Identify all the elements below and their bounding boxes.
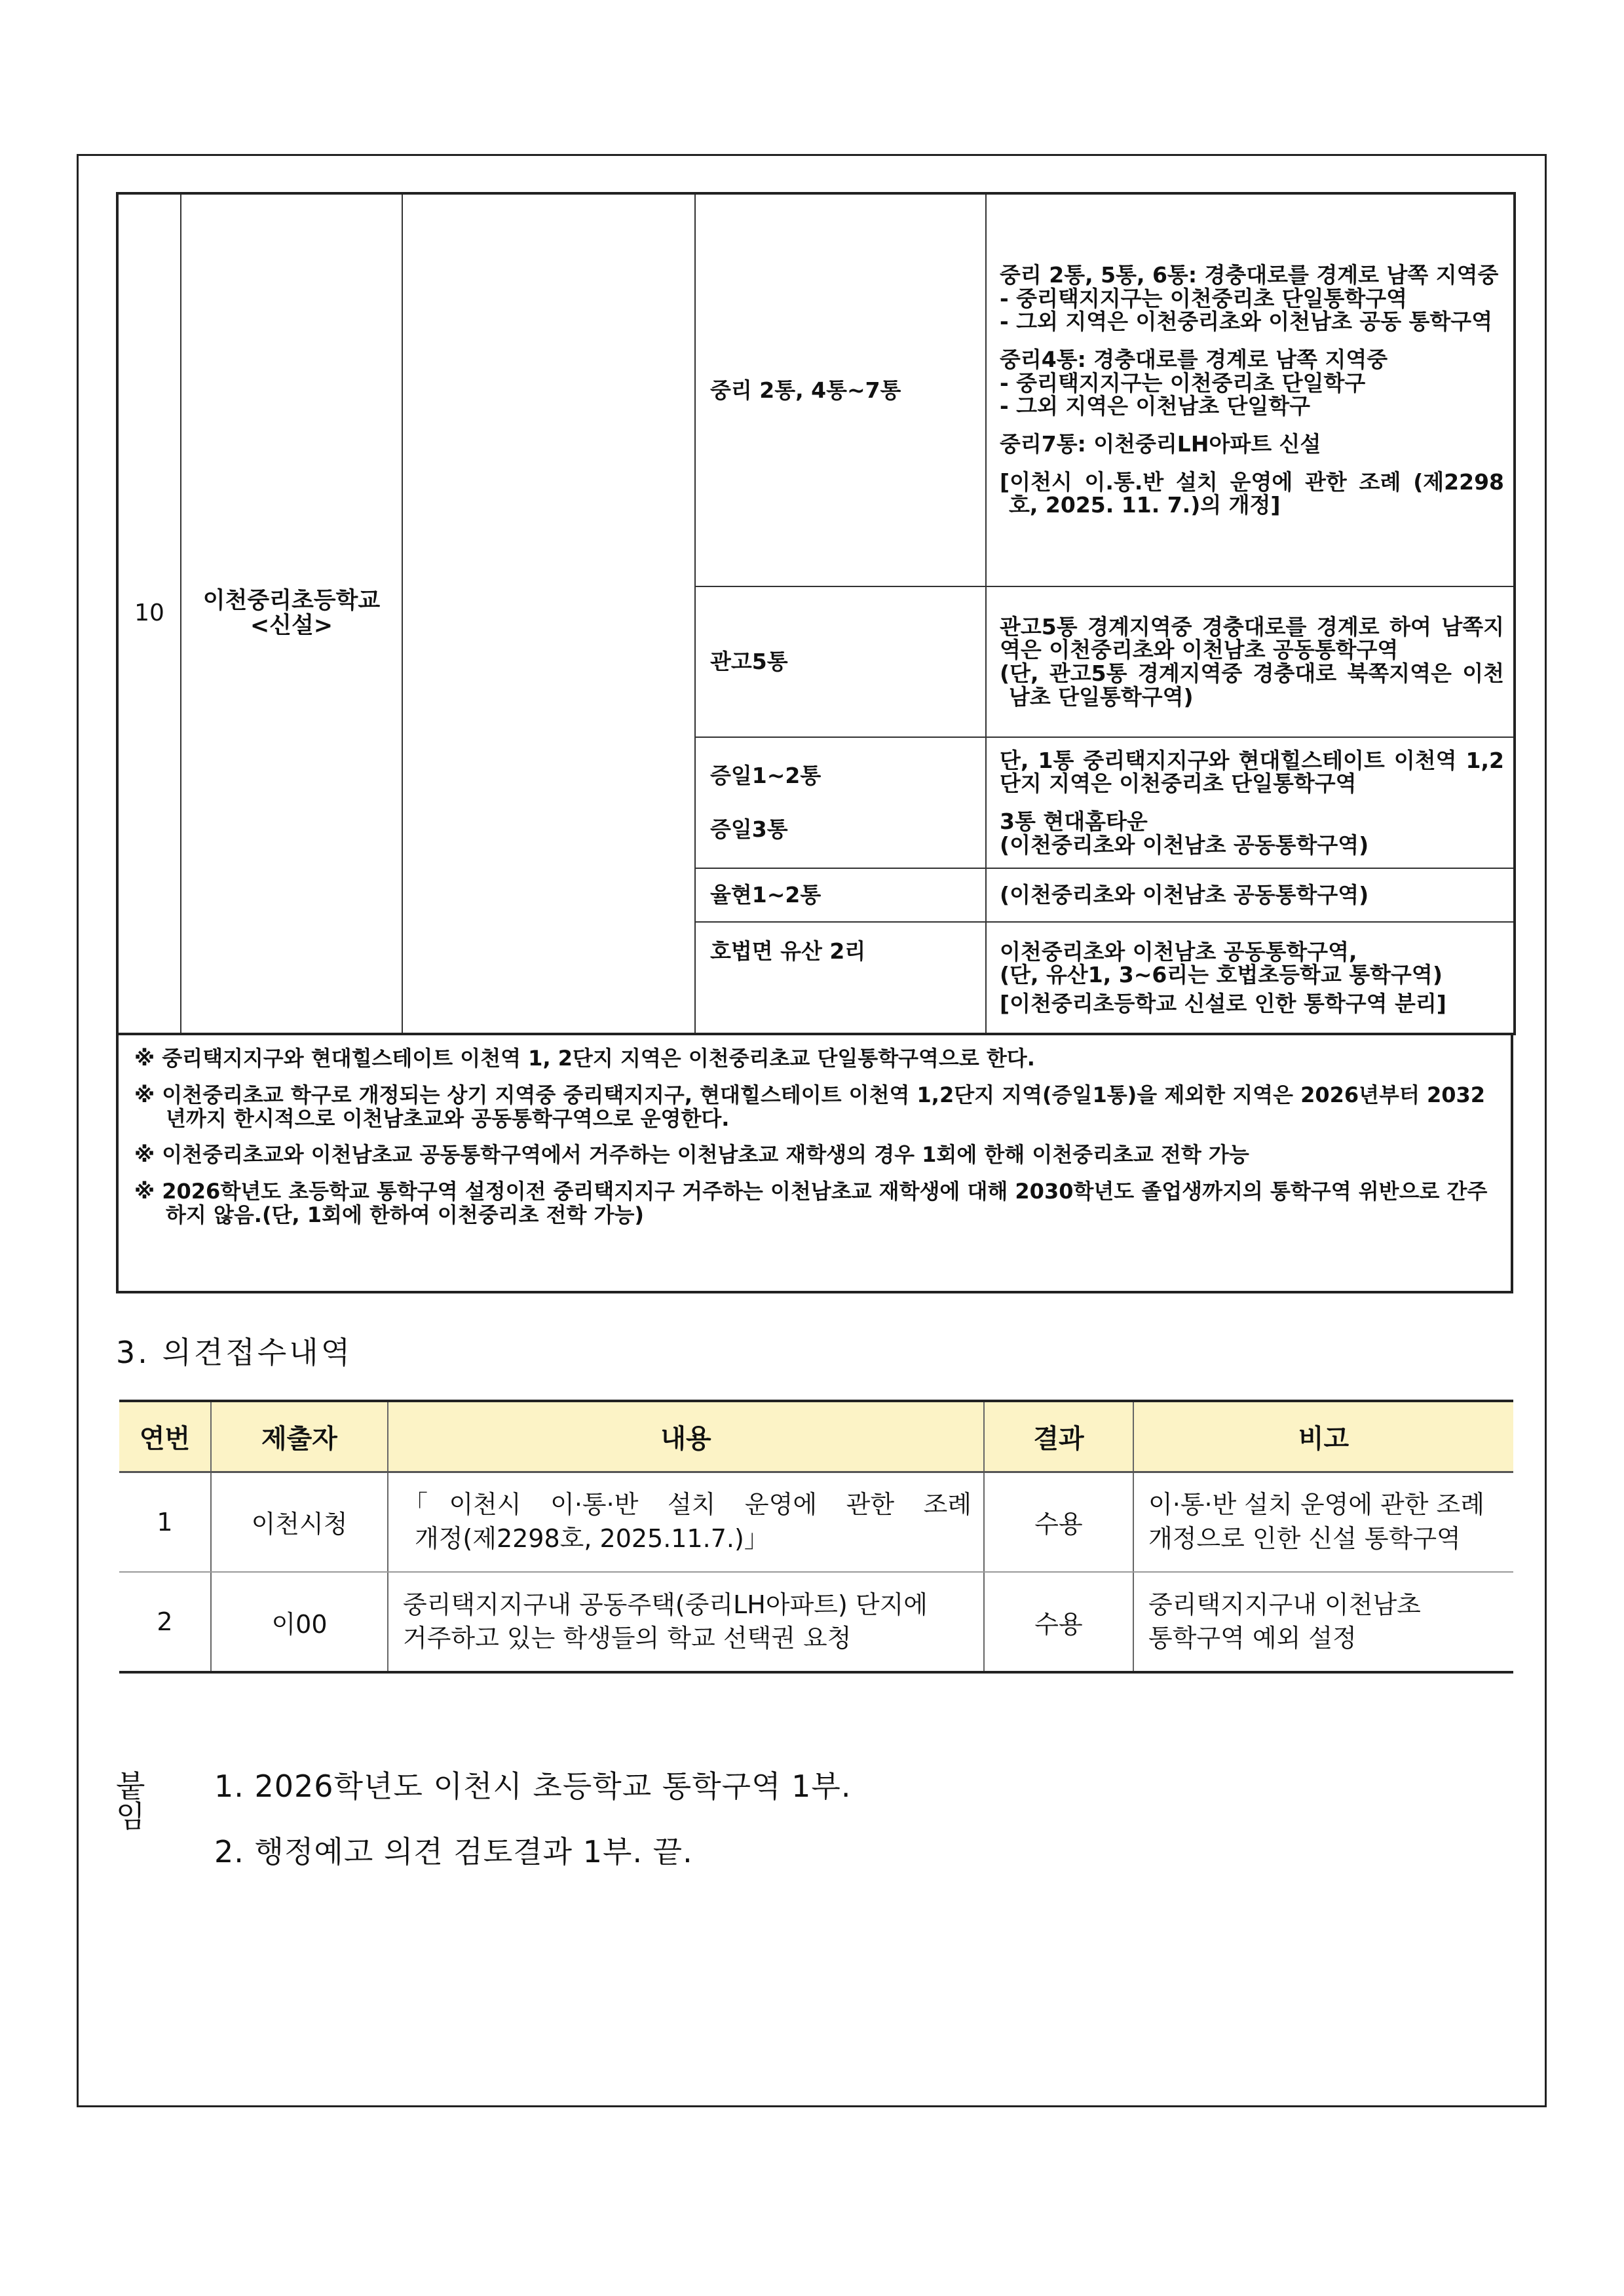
description-line: (이천중리초와 이천남초 공동통학구역) xyxy=(1000,882,1369,908)
description-cell xyxy=(986,922,1515,1034)
school-status-note: <신설> xyxy=(250,612,333,639)
header-no: 연번 xyxy=(119,1401,211,1472)
description-cell xyxy=(986,193,1515,586)
description-line: 단, 1통 중리택지지구와 현대힐스테이트 이천역 1,2단지 지역은 이천중리초 단일통학구역 xyxy=(1000,747,1504,797)
area-cell: 호법면 유산 2리 xyxy=(695,922,986,1034)
header-remark: 비고 xyxy=(1133,1401,1513,1472)
table-row xyxy=(119,1472,1513,1572)
description-line: - 그외 지역은 이천남초 단일학구 xyxy=(1000,393,1311,419)
area-cell: 관고5통 xyxy=(695,586,986,737)
description-line: 관고5통 경계지역중 경충대로를 경계로 하여 남쪽지역은 이천중리초와 이천남초 공동통학구역 xyxy=(1000,613,1504,663)
section-title: 3. 의견접수내역 xyxy=(116,1335,353,1370)
content-line: 「이천시 이·통·반 설치 운영에 관한 조례 xyxy=(403,1490,972,1520)
cell-no: 2 xyxy=(119,1572,211,1672)
table-row xyxy=(119,1572,1513,1672)
area-label: 증일1~2통 xyxy=(710,763,821,789)
header-result: 결과 xyxy=(984,1401,1133,1472)
description-line: (단, 관고5통 경계지역중 경충대로 북쪽지역은 이천남초 단일통학구역) xyxy=(1000,660,1504,710)
remark-line: 중리택지지구내 이천남초 xyxy=(1148,1590,1421,1619)
description-line: 중리7통: 이천중리LH아파트 신설 xyxy=(1000,430,1321,457)
description-line: - 중리택지지구는 이천중리초 단일통학구역 xyxy=(1000,285,1407,311)
attachment-item: 2. 행정예고 의견 검토결과 1부. 끝. xyxy=(214,1834,693,1869)
cell-result: 수용 xyxy=(984,1472,1133,1572)
note-line: ※ 이천중리초교와 이천남초교 공동통학구역에서 거주하는 이천남초교 재학생의 경우 1회에 한해 이천중리초교 전학 가능 xyxy=(134,1142,1249,1168)
table-row xyxy=(117,193,1515,586)
table-header-row xyxy=(119,1401,1513,1472)
content-line: 거주하고 있는 학생들의 학교 선택권 요청 xyxy=(403,1624,852,1653)
header-submitter: 제출자 xyxy=(211,1401,388,1472)
attachments-label: 붙임 xyxy=(116,1769,148,1834)
area-cell: 중리 2통, 4통~7통 xyxy=(695,193,986,586)
description-line: 이천중리초와 이천남초 공동통학구역, xyxy=(1000,938,1357,965)
cell-remark xyxy=(1133,1572,1513,1672)
note-line: ※ 중리택지지구와 현대힐스테이트 이천역 1, 2단지 지역은 이천중리초교 단일통학구역으로 한다. xyxy=(134,1046,1035,1071)
content-line: 중리택지지구내 공동주택(중리LH아파트) 단지에 xyxy=(403,1590,928,1619)
remark-line: 개정으로 인한 신설 통학구역 xyxy=(1148,1523,1461,1553)
notes-box xyxy=(116,1033,1513,1293)
description-line: - 중리택지지구는 이천중리초 단일학구 xyxy=(1000,370,1366,396)
cell-content xyxy=(388,1572,984,1672)
district-table xyxy=(116,192,1516,1035)
remark-line: 통학구역 예외 설정 xyxy=(1148,1624,1357,1653)
remark-line: 이·통·반 설치 운영에 관한 조례 xyxy=(1148,1490,1484,1520)
description-cell xyxy=(986,586,1515,737)
description-line: 중리 2통, 5통, 6통: 경충대로를 경계로 남쪽 지역중 xyxy=(1000,262,1499,288)
cell-no: 1 xyxy=(119,1472,211,1572)
description-line: [이천중리초등학교 신설로 인한 통학구역 분리] xyxy=(1000,990,1446,1016)
area-cell: 율현1~2통 xyxy=(695,868,986,922)
header-content: 내용 xyxy=(388,1401,984,1472)
description-line: (단, 유산1, 3~6리는 호법초등학교 통학구역) xyxy=(1000,962,1443,988)
description-line: 중리4통: 경충대로를 경계로 남쪽 지역중 xyxy=(1000,347,1388,373)
description-cell xyxy=(986,737,1515,868)
attachment-item: 1. 2026학년도 이천시 초등학교 통학구역 1부. xyxy=(214,1769,852,1804)
area-label: 증일3통 xyxy=(710,816,788,842)
note-line: ※ 이천중리초교 학구로 개정되는 상기 지역중 중리택지지구, 현대힐스테이트 이천역 1,2단지 지역(증일1통)을 제외한 지역은 2026년부터 2032년까지 한시적으로 이천남초교와 공동통학구역으로 운영한다. xyxy=(134,1082,1486,1131)
opinions-table xyxy=(119,1400,1513,1674)
area-cell xyxy=(695,737,986,868)
description-line: - 그외 지역은 이천중리초와 이천남초 공동 통학구역 xyxy=(1000,309,1493,335)
note-line: ※ 2026학년도 초등학교 통학구역 설정이전 중리택지지구 거주하는 이천남초교 재학생에 대해 2030학년도 졸업생까지의 통학구역 위반으로 간주하지 않음.(단, 1회에 한하여 이천중리초 전학 가능) xyxy=(134,1179,1488,1228)
empty-cell xyxy=(402,193,695,1034)
description-line: 3통 현대홈타운 xyxy=(1000,809,1148,834)
description-cell xyxy=(986,868,1515,922)
row-number: 10 xyxy=(117,193,181,1034)
description-line: (이천중리초와 이천남초 공동통학구역) xyxy=(1000,832,1369,858)
cell-content xyxy=(388,1472,984,1572)
school-name: 이천중리초등학교 xyxy=(202,587,381,614)
description-line: [이천시 이.통.반 설치 운영에 관한 조례 (제2298호, 2025. 11. 7.)의 개정] xyxy=(1000,469,1505,518)
cell-submitter: 이천시청 xyxy=(211,1472,388,1572)
cell-submitter: 이00 xyxy=(211,1572,388,1672)
cell-remark xyxy=(1133,1472,1513,1572)
school-name-cell xyxy=(181,193,402,1034)
cell-result: 수용 xyxy=(984,1572,1133,1672)
content-line: 개정(제2298호, 2025.11.7.)」 xyxy=(415,1523,769,1553)
